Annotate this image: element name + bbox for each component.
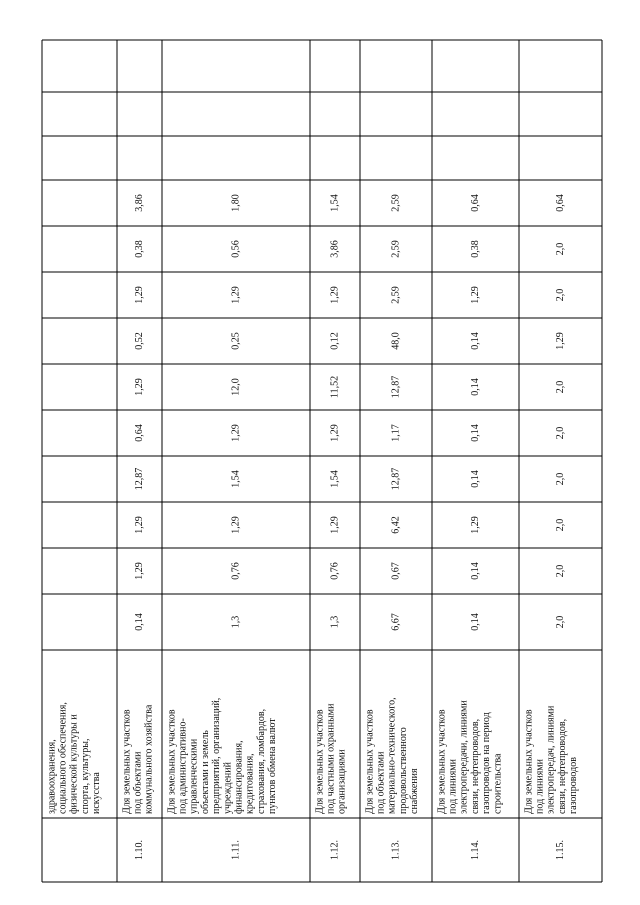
- row-description-line: искусства: [91, 772, 103, 814]
- value-cell: 1,29: [329, 516, 341, 534]
- value-cell: 1,29: [133, 286, 145, 304]
- row-description-line: здравоохранения,: [46, 739, 58, 814]
- value-cell: 0,67: [390, 562, 402, 580]
- row-number: 1.14.: [469, 840, 481, 860]
- row-description-line: организациями: [336, 749, 348, 814]
- row-number: 1.12.: [329, 840, 341, 860]
- value-cell: 2,0: [554, 518, 566, 532]
- row-description-line: социального обеспечения,: [57, 702, 69, 814]
- row-description-line: электропередач, линиями: [545, 705, 557, 814]
- value-cell: 0,56: [230, 240, 242, 258]
- value-cell: 0,38: [133, 240, 145, 258]
- value-cell: 2,0: [554, 472, 566, 486]
- row-description-line: газопроводов: [568, 757, 580, 814]
- value-cell: 0,64: [133, 424, 145, 442]
- row-description-line: предприятий, организаций,: [211, 697, 223, 814]
- value-cell: 1,29: [133, 516, 145, 534]
- value-cell: 0,38: [469, 240, 481, 258]
- row-description-line: Для земельных участков: [364, 709, 376, 814]
- row-description-line: связи, нефтепроводов,: [469, 718, 481, 814]
- row-description-line: финансирования,: [233, 740, 245, 814]
- value-cell: 1,29: [230, 516, 242, 534]
- value-cell: 0,76: [230, 562, 242, 580]
- row-description-line: Для земельных участков: [314, 709, 326, 814]
- row-description-line: электропередачи, линиями: [458, 700, 470, 814]
- row-number: 1.10.: [133, 840, 145, 860]
- value-cell: 0,64: [554, 194, 566, 212]
- row-description-line: Для земельных участков: [166, 709, 178, 814]
- value-cell: 12,0: [230, 378, 242, 396]
- value-cell: 1,3: [230, 615, 242, 629]
- row-description-line: Для земельных участков: [121, 709, 133, 814]
- row-description-line: под линиями: [534, 759, 546, 814]
- row-description-line: под объектами: [132, 751, 144, 814]
- row-number: 1.15.: [554, 840, 566, 860]
- value-cell: 2,0: [554, 564, 566, 578]
- value-cell: 0,14: [133, 613, 145, 631]
- value-cell: 2,59: [390, 286, 402, 304]
- value-cell: 1,3: [329, 615, 341, 629]
- value-cell: 2,0: [554, 242, 566, 256]
- value-cell: 1,29: [230, 286, 242, 304]
- value-cell: 1,29: [469, 286, 481, 304]
- value-cell: 0,14: [469, 424, 481, 442]
- value-cell: 6,67: [390, 613, 402, 631]
- row-description-line: под объектами: [375, 751, 387, 814]
- row-description-line: снабжения: [409, 768, 421, 814]
- row-description-line: коммунального хозяйства: [143, 704, 155, 814]
- value-cell: 1,29: [133, 378, 145, 396]
- row-description-line: кредитования,: [244, 753, 256, 814]
- row-description-line: Для земельных участков: [523, 709, 535, 814]
- row-description-line: пунктов обмена валют: [267, 718, 279, 814]
- value-cell: 1,17: [390, 424, 402, 442]
- value-cell: 1,54: [230, 470, 242, 488]
- row-description-line: объектами и земель: [199, 730, 211, 814]
- value-cell: 2,59: [390, 194, 402, 212]
- value-cell: 2,0: [554, 288, 566, 302]
- value-cell: 3,86: [329, 240, 341, 258]
- row-description-line: строительства: [492, 753, 504, 814]
- value-cell: 1,54: [329, 194, 341, 212]
- row-description-line: газопроводов на период: [481, 712, 493, 814]
- row-number: 1.11.: [230, 840, 242, 860]
- value-cell: 0,12: [329, 332, 341, 350]
- value-cell: 0,14: [469, 562, 481, 580]
- value-cell: 2,0: [554, 426, 566, 440]
- value-cell: 3,86: [133, 194, 145, 212]
- value-cell: 1,29: [469, 516, 481, 534]
- row-description-line: физической культуры и: [68, 714, 80, 814]
- value-cell: 2,0: [554, 615, 566, 629]
- row-description-line: Для земельных участков: [436, 709, 448, 814]
- row-description-line: спорта, культуры,: [79, 738, 91, 814]
- value-cell: 1,29: [554, 332, 566, 350]
- value-cell: 0,52: [133, 332, 145, 350]
- value-cell: 12,87: [390, 467, 402, 491]
- value-cell: 1,29: [230, 424, 242, 442]
- value-cell: 2,59: [390, 240, 402, 258]
- value-cell: 48,0: [390, 332, 402, 350]
- value-cell: 0,14: [469, 613, 481, 631]
- row-description-line: управленческими: [188, 738, 200, 814]
- value-cell: 1,54: [329, 470, 341, 488]
- table-cells: [46, 194, 579, 860]
- row-description-line: учреждений: [222, 762, 234, 814]
- value-cell: 6,42: [390, 516, 402, 534]
- row-description-line: под частными охранными: [325, 703, 337, 814]
- value-cell: 1,29: [329, 286, 341, 304]
- value-cell: 0,64: [469, 194, 481, 212]
- value-cell: 0,25: [230, 332, 242, 350]
- value-cell: 0,76: [329, 562, 341, 580]
- value-cell: 12,87: [133, 467, 145, 491]
- value-cell: 0,14: [469, 378, 481, 396]
- row-number: 1.13.: [390, 840, 402, 860]
- row-description-line: продовольственного: [397, 727, 409, 814]
- value-cell: 1,29: [329, 424, 341, 442]
- value-cell: 0,14: [469, 332, 481, 350]
- row-description-line: страхования, ломбардов,: [255, 708, 267, 814]
- value-cell: 1,29: [133, 562, 145, 580]
- value-cell: 2,0: [554, 380, 566, 394]
- row-description-line: под административно-: [177, 718, 189, 814]
- value-cell: 11,52: [329, 375, 341, 399]
- row-description-line: под линиями: [447, 759, 459, 814]
- value-cell: 1,80: [230, 194, 242, 212]
- row-description-line: связи, нефтепроводов,: [556, 718, 568, 814]
- value-cell: 0,14: [469, 470, 481, 488]
- value-cell: 12,87: [390, 375, 402, 399]
- row-description-line: материально-технического,: [386, 697, 398, 814]
